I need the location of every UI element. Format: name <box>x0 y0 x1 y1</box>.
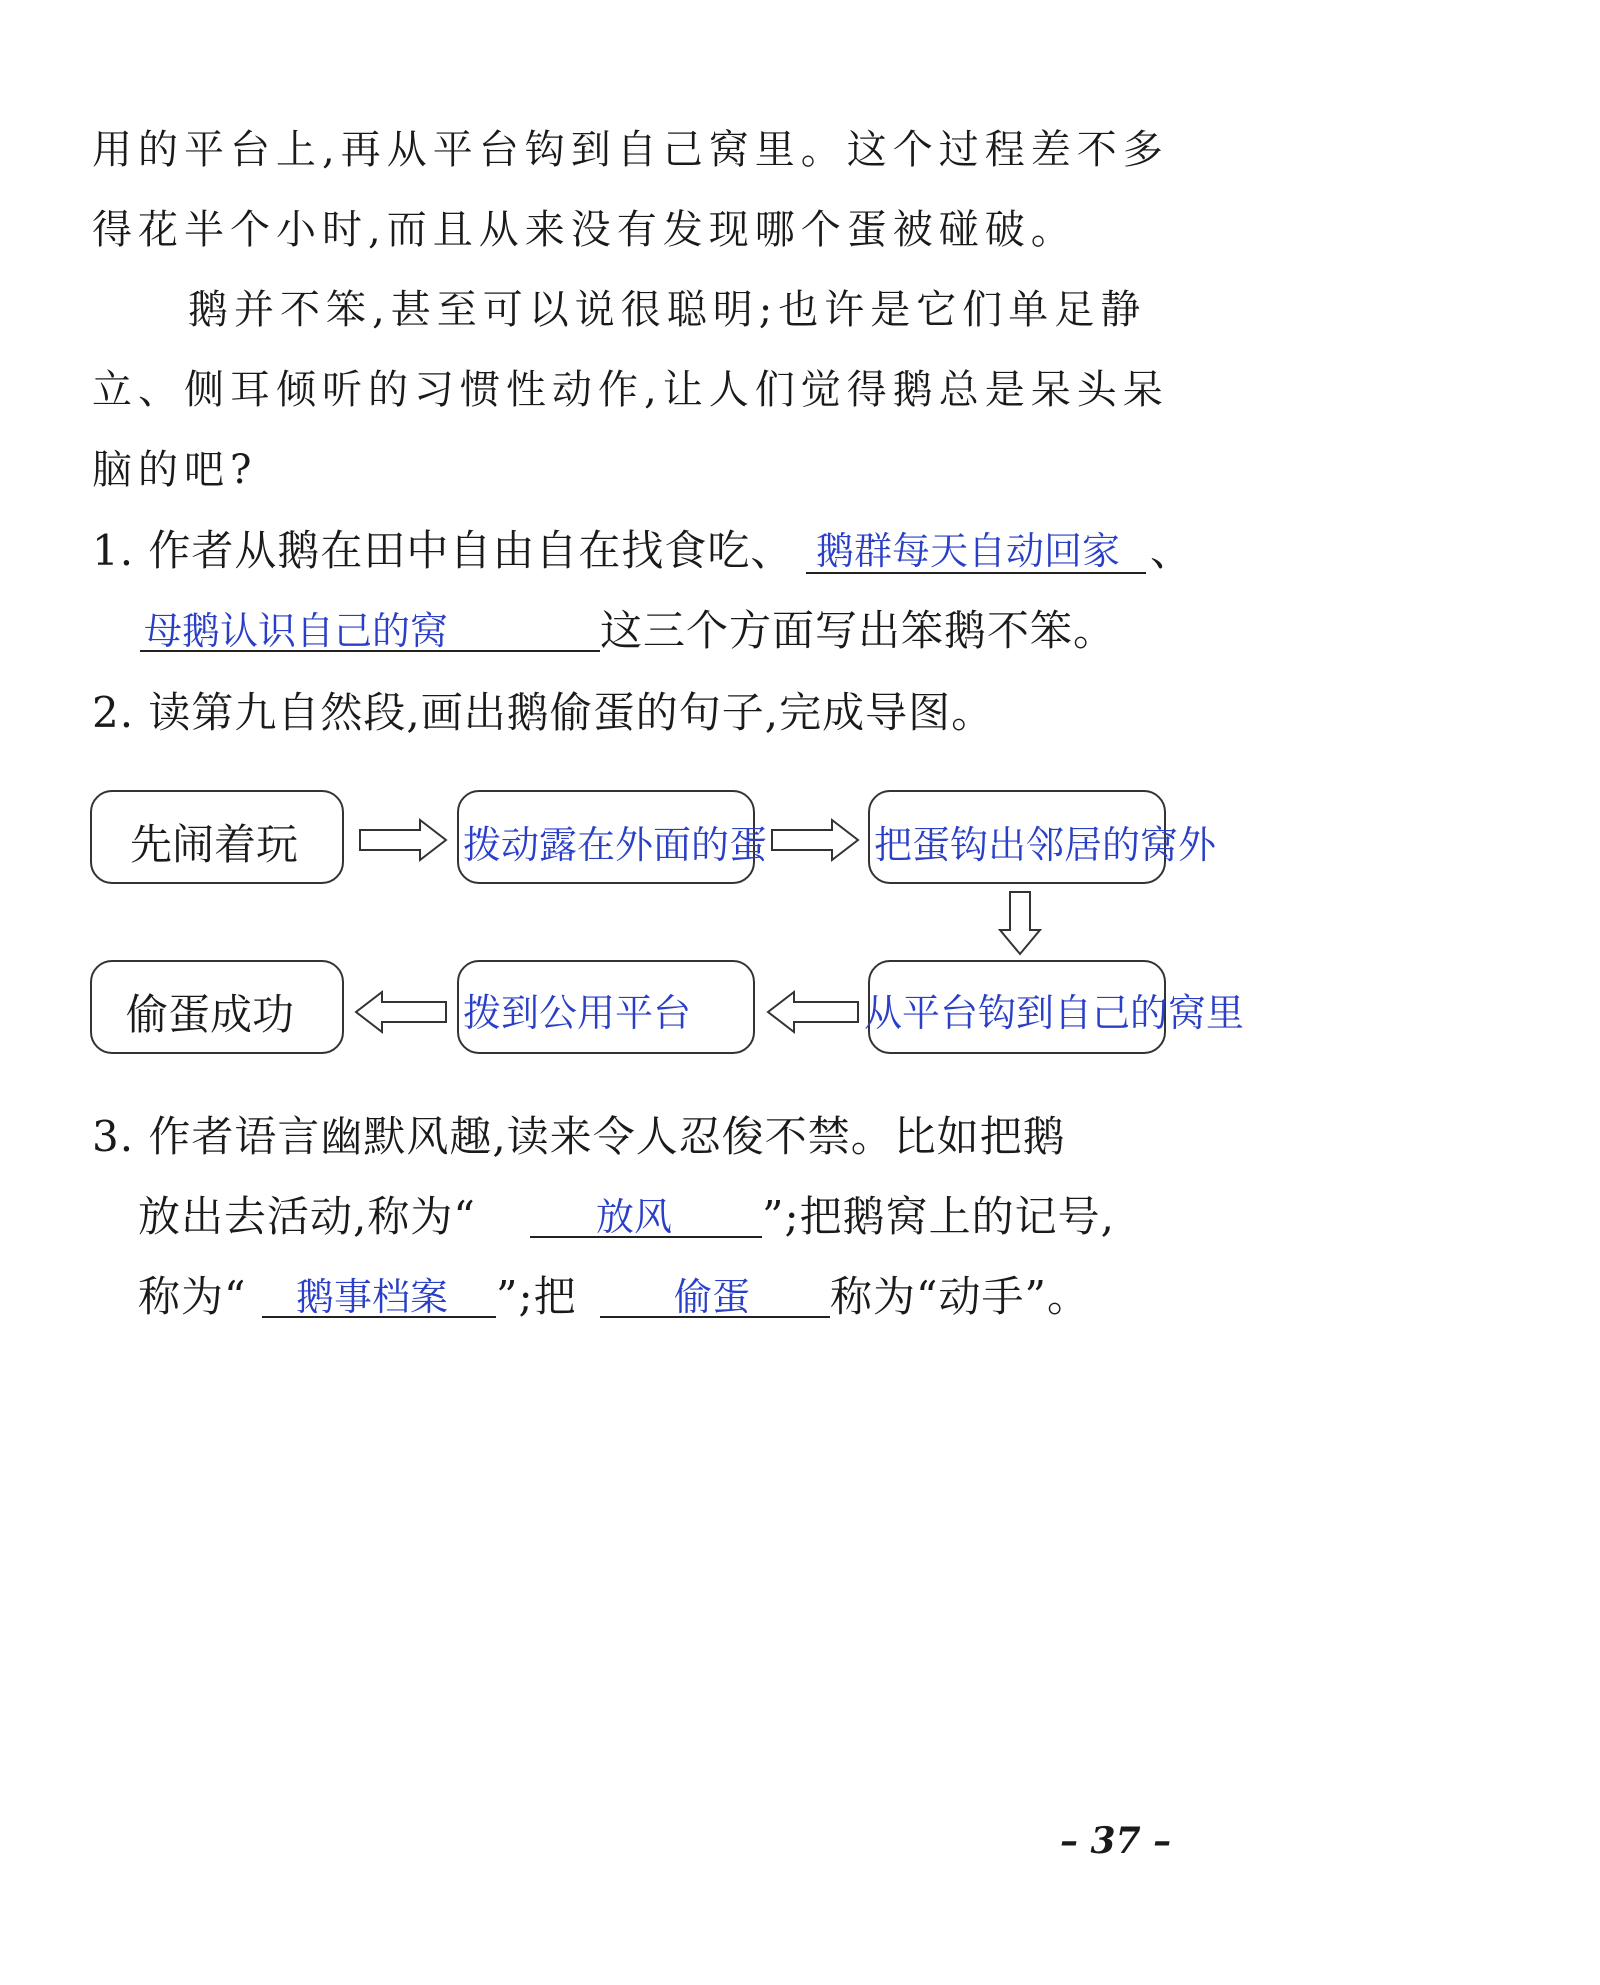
flow-box-2 <box>457 790 768 884</box>
flow-box-5-label: 拨到公用平台 <box>463 991 692 1035</box>
q3-line-2a: 放出去活动,称为“ <box>138 1192 476 1241</box>
q3-line-2b: ”;把鹅窝上的记号, <box>762 1192 1115 1241</box>
q1-blank-2[interactable] <box>140 604 600 652</box>
q3-blank-3[interactable] <box>600 1270 830 1318</box>
left-arrow-icon <box>352 990 448 1034</box>
q3-blank-1[interactable] <box>530 1190 762 1238</box>
q1-suffix: 这三个方面写出笨鹅不笨。 <box>600 606 1117 655</box>
passage-line-1: 用的平台上,再从平台钩到自己窝里。这个过程差不多 <box>92 127 1169 173</box>
q3-line-3a: 称为“ <box>138 1272 247 1321</box>
q3-answer-1: 放风 <box>596 1195 673 1239</box>
flow-box-4-label: 从平台钩到自己的窝里 <box>864 991 1245 1035</box>
q1-answer-2: 母鹅认识自己的窝 <box>144 609 449 653</box>
page-number: – 37 – <box>1060 1820 1172 1862</box>
flow-box-6 <box>90 960 344 1054</box>
q1-line-1 <box>92 518 793 578</box>
flow-box-2-label: 拨动露在外面的蛋 <box>463 823 768 867</box>
passage-line-5: 脑的吧? <box>92 447 258 493</box>
flow-box-1-label: 先闹着玩 <box>130 820 299 869</box>
q2-text: 2. 读第九自然段,画出鹅偷蛋的句子,完成导图。 <box>92 688 995 737</box>
flow-box-3-label: 把蛋钩出邻居的窝外 <box>874 823 1217 867</box>
passage-line-2: 得花半个小时,而且从来没有发现哪个蛋被碰破。 <box>92 207 1077 253</box>
q3-answer-3: 偷蛋 <box>674 1275 751 1319</box>
flow-box-3 <box>868 790 1217 884</box>
down-arrow-icon <box>998 890 1044 958</box>
q1-prefix: 1. 作者从鹅在田中自由自在找食吃、 <box>92 526 794 575</box>
q1-separator: 、 <box>1150 526 1194 575</box>
flow-box-6-label: 偷蛋成功 <box>126 990 295 1039</box>
flow-box-1 <box>90 790 344 884</box>
passage-line-4: 立、侧耳倾听的习惯性动作,让人们觉得鹅总是呆头呆 <box>92 367 1169 413</box>
left-arrow-icon <box>764 990 860 1034</box>
right-arrow-icon <box>770 818 862 862</box>
q3-answer-2: 鹅事档案 <box>296 1275 449 1319</box>
q3-blank-2[interactable] <box>262 1270 496 1318</box>
q1-blank-1[interactable] <box>806 526 1146 574</box>
flow-box-5 <box>457 960 755 1054</box>
flow-box-4 <box>864 960 1245 1054</box>
right-arrow-icon <box>358 818 450 862</box>
q3-line-3c: 称为“动手”。 <box>830 1272 1090 1321</box>
q1-answer-1: 鹅群每天自动回家 <box>816 529 1121 573</box>
q3-line-1: 3. 作者语言幽默风趣,读来令人忍俊不禁。比如把鹅 <box>92 1112 1066 1161</box>
passage-line-3: 鹅并不笨,甚至可以说很聪明;也许是它们单足静 <box>188 287 1147 333</box>
q3-line-3b: ”;把 <box>496 1272 577 1321</box>
